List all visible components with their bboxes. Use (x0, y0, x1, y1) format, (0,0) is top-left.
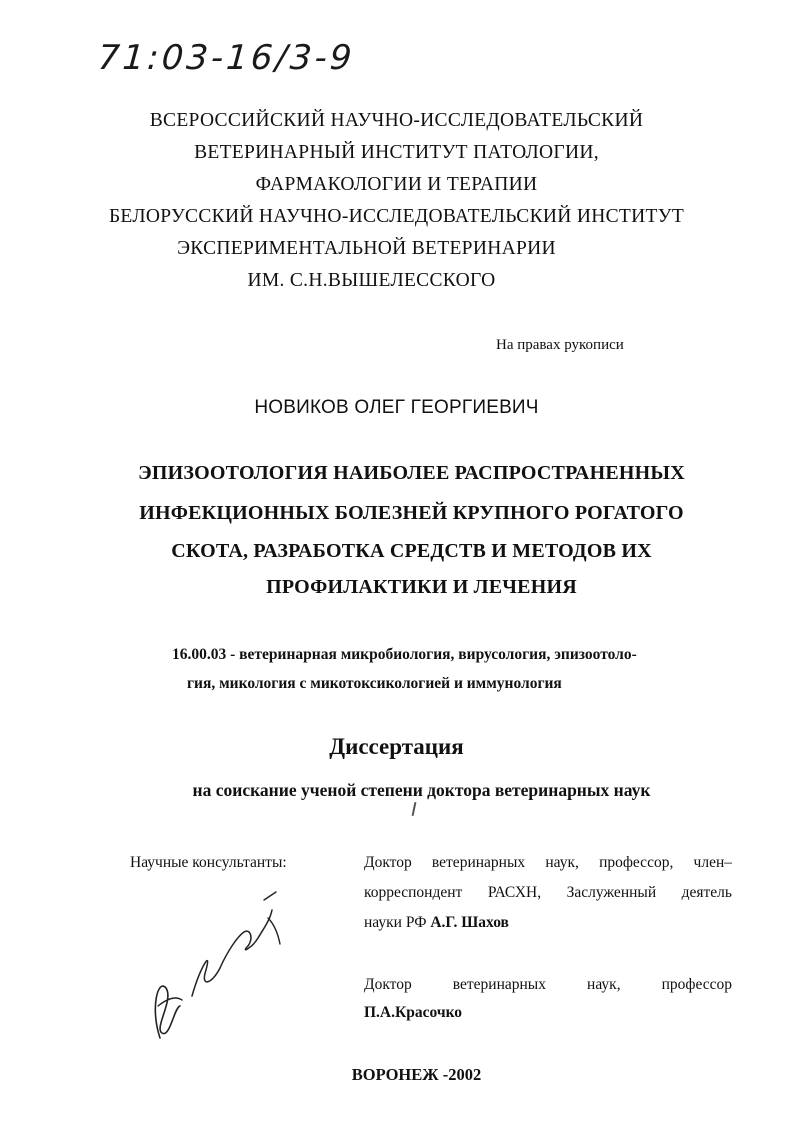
title-line-3: СКОТА, РАЗРАБОТКА СРЕДСТВ И МЕТОДОВ ИХ (171, 540, 652, 562)
city-year: ВОРОНЕЖ -2002 (351, 1065, 482, 1084)
title-line-1: ЭПИЗООТОЛОГИЯ НАИБОЛЕЕ РАСПРОСТРАНЕННЫХ (138, 462, 685, 484)
consultant-1-title-prefix: науки РФ (364, 914, 431, 931)
consultant-2-line-1: Доктор ветеринарных наук, профессор (364, 976, 732, 993)
consultant-1-line-1: Доктор ветеринарных наук, профессор, член– (364, 854, 732, 871)
archive-code-handwritten: 71:03-16/3-9 (96, 38, 356, 78)
institution-line-4: БЕЛОРУССКИЙ НАУЧНО-ИССЛЕДОВАТЕЛЬСКИЙ ИНСТИТУТ (108, 206, 685, 227)
author-name: НОВИКОВ ОЛЕГ ГЕОРГИЕВИЧ (254, 397, 539, 418)
degree-line: на соискание ученой степени доктора ветеринарных наук (192, 780, 651, 800)
consultant-2-name: П.А.Красочко (364, 1004, 463, 1021)
dissertation-heading: Диссертация (329, 734, 464, 759)
consultant-1-line-2: корреспондент РАСХН, Заслуженный деятель (364, 884, 732, 901)
handwritten-signature (140, 888, 300, 1048)
institution-line-2: ВЕТЕРИНАРНЫЙ ИНСТИТУТ ПАТОЛОГИИ, (194, 142, 599, 163)
specialty-line-2: гия, микология с микотоксикологией и иммунология (187, 675, 562, 692)
title-line-2: ИНФЕКЦИОННЫХ БОЛЕЗНЕЙ КРУПНОГО РОГАТОГО (139, 502, 684, 524)
title-line-4: ПРОФИЛАКТИКИ И ЛЕЧЕНИЯ (266, 576, 577, 598)
consultants-label: Научные консультанты: (130, 854, 287, 871)
institution-line-3: ФАРМАКОЛОГИИ И ТЕРАПИИ (255, 174, 538, 195)
institution-line-1: ВСЕРОССИЙСКИЙ НАУЧНО-ИССЛЕДОВАТЕЛЬСКИЙ (149, 110, 644, 131)
consultant-1-name: А.Г. Шахов (430, 914, 509, 931)
rights-note: На правах рукописи (496, 337, 624, 353)
consultant-1-line-3 (364, 914, 509, 932)
consultant-2-line-2 (364, 1004, 462, 1022)
institution-line-5: ЭКСПЕРИМЕНТАЛЬНОЙ ВЕТЕРИНАРИИ (177, 238, 556, 259)
scan-artifact (412, 802, 417, 816)
specialty-line-1: 16.00.03 - ветеринарная микробиология, вирусология, эпизоотоло- (172, 646, 637, 663)
institution-line-6: ИМ. С.Н.ВЫШЕЛЕССКОГО (247, 270, 496, 291)
